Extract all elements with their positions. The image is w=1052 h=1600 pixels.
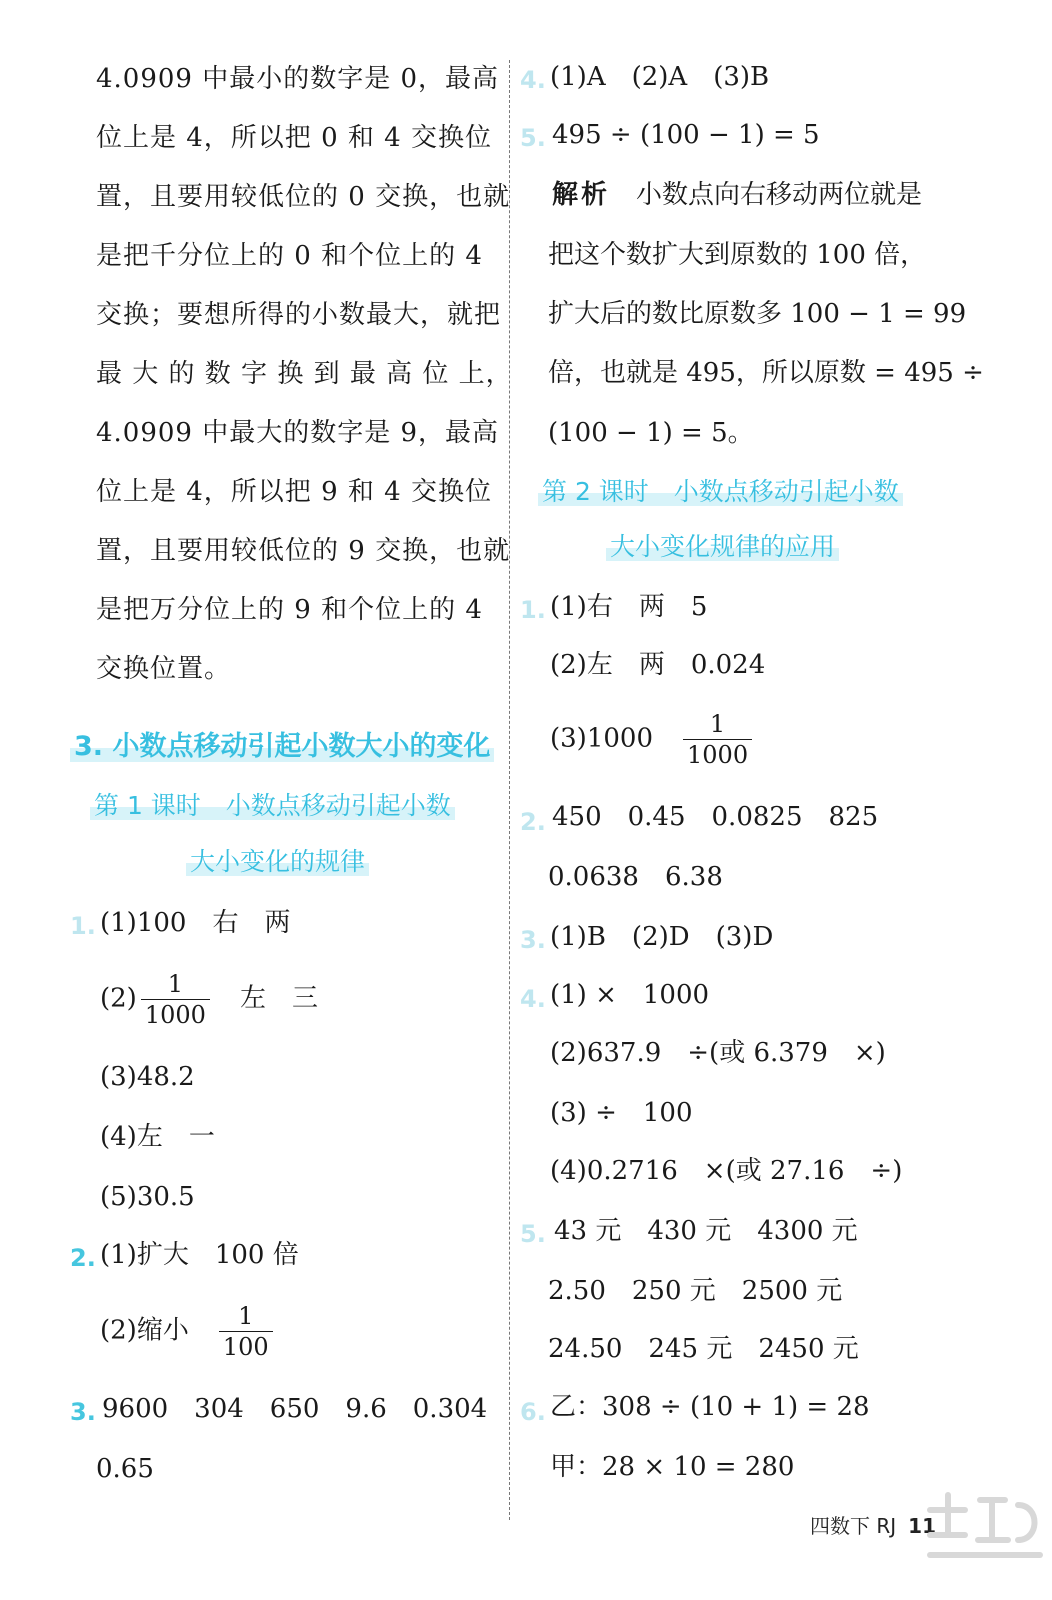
question-number: 1.	[70, 912, 96, 940]
column-divider	[509, 60, 510, 1520]
question-number: 1.	[520, 596, 546, 624]
answer-line: (5)30.5	[100, 1182, 195, 1212]
fraction: $\frac{1}{1000}$	[141, 972, 210, 1027]
answer-line: 2.50 250 元 2500 元	[548, 1276, 843, 1306]
answer-line: (1)扩大 100 倍	[100, 1240, 299, 1270]
analysis-label: 解析	[552, 180, 611, 210]
para-line: 交换位置。	[96, 654, 232, 684]
fraction: $\frac{1}{1000}$	[683, 712, 752, 767]
analysis-line: 倍，也就是 495，所以原数 = 495 ÷	[548, 358, 984, 388]
para-line: 位上是 4，所以把 9 和 4 交换位	[96, 477, 492, 507]
answer-line: (2) $\frac{1}{1000}$ 左 三	[100, 970, 318, 1029]
question-number: 6.	[520, 1398, 546, 1426]
page-footer	[810, 1510, 936, 1539]
page-number: 11	[908, 1514, 936, 1538]
answer-line: (4)0.2716 ×(或 27.16 ÷)	[550, 1156, 903, 1186]
lesson-title: 大小变化规律的应用	[606, 527, 839, 563]
para-line: 是把万分位上的 9 和个位上的 4	[96, 595, 483, 625]
para-line: 交换；要想所得的小数最大，就把	[96, 300, 502, 330]
fraction: $\frac{1}{100}$	[219, 1304, 273, 1359]
answer-line: (2)缩小 $\frac{1}{100}$	[100, 1304, 277, 1359]
question-number: 5.	[520, 1220, 546, 1248]
answer-line: 9600 304 650 9.6 0.304	[102, 1394, 488, 1424]
answer-line: (1)A (2)A (3)B	[550, 62, 770, 92]
question-number: 2.	[520, 808, 546, 836]
answer-line: 0.65	[96, 1454, 154, 1484]
question-number: 2.	[70, 1244, 96, 1272]
answer-line: (1)右 两 5	[550, 592, 708, 622]
answer-line: (3) ÷ 100	[550, 1098, 693, 1128]
answer-line: 43 元 430 元 4300 元	[554, 1216, 858, 1246]
para-line: 最 大 的 数 字 换 到 最 高 位 上，	[96, 359, 513, 389]
analysis-line: 扩大后的数比原数多 100 − 1 = 99	[548, 299, 967, 329]
analysis-line: (100 − 1) = 5。	[548, 418, 754, 448]
answer-line: (2)左 两 0.024	[550, 650, 766, 680]
answer-line: 495 ÷ (100 − 1) = 5	[552, 120, 820, 150]
watermark-logo-icon	[920, 1480, 1050, 1590]
para-line: 位上是 4，所以把 0 和 4 交换位	[96, 123, 492, 153]
answer-line: (1)B (2)D (3)D	[550, 922, 774, 952]
question-number: 4.	[520, 66, 546, 94]
lesson-title: 第 1 课时 小数点移动引起小数	[90, 786, 455, 822]
footer-label: 四数下 RJ	[810, 1514, 897, 1538]
analysis-line: 解析 小数点向右移动两位就是	[552, 180, 923, 210]
analysis-line: 把这个数扩大到原数的 100 倍，	[548, 240, 927, 270]
question-number: 5.	[520, 124, 546, 152]
answer-line: 乙：308 ÷ (10 + 1) = 28	[550, 1392, 870, 1422]
answer-line: (1) × 1000	[550, 980, 710, 1010]
answer-line: 450 0.45 0.0825 825	[552, 802, 879, 832]
question-number: 3.	[70, 1398, 96, 1426]
section-title: 3. 小数点移动引起小数大小的变化	[70, 724, 494, 763]
answer-line: (3)48.2	[100, 1062, 195, 1092]
answer-line: (4)左 一	[100, 1122, 215, 1152]
question-number: 4.	[520, 985, 546, 1013]
answer-line: (1)100 右 两	[100, 908, 291, 938]
para-line: 是把千分位上的 0 和个位上的 4	[96, 241, 483, 271]
answer-line: 甲：28 × 10 = 280	[550, 1452, 795, 1482]
para-line: 置，且要用较低位的 9 交换，也就	[96, 536, 511, 566]
answer-line: 24.50 245 元 2450 元	[548, 1334, 859, 1364]
para-line: 4.0909 中最小的数字是 0，最高	[96, 64, 500, 94]
lesson-title: 大小变化的规律	[186, 842, 369, 878]
para-line: 置，且要用较低位的 0 交换，也就	[96, 182, 511, 212]
answer-line: (3)1000 $\frac{1}{1000}$	[550, 712, 756, 767]
answer-line: (2)637.9 ÷(或 6.379 ×)	[550, 1038, 886, 1068]
lesson-title: 第 2 课时 小数点移动引起小数	[538, 472, 903, 508]
question-number: 3.	[520, 926, 546, 954]
answer-line: 0.0638 6.38	[548, 862, 723, 892]
para-line: 4.0909 中最大的数字是 9，最高	[96, 418, 500, 448]
